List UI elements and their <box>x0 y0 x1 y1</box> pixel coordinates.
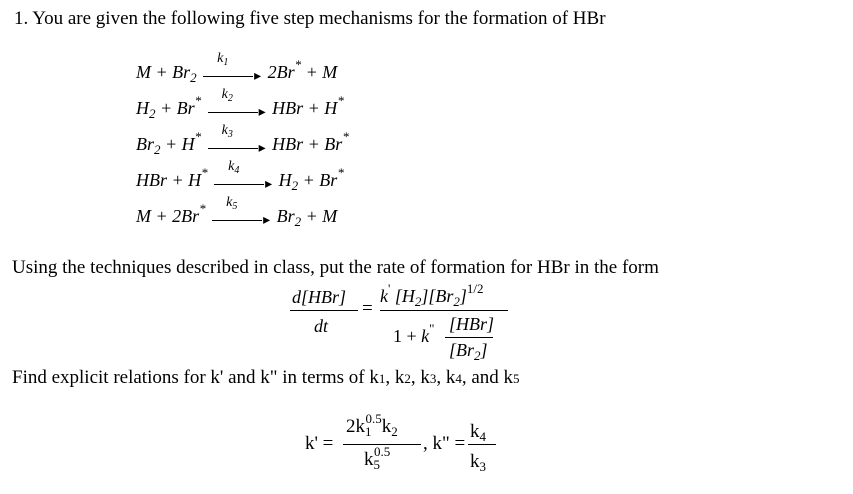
rate-rhs-denominator-prefix: 1 + k" <box>393 321 435 346</box>
rate-rhs-numerator: k' $[H_2][Br_2]^{1/2}$ <box>380 281 484 309</box>
question-text: 1. You are given the following five step mechanisms for the formation of HBr <box>14 8 606 29</box>
reaction-arrow: $k_1$ ▸ <box>203 63 261 83</box>
rate-equals: = <box>362 298 373 319</box>
kdouble-label: , k" = <box>423 433 466 454</box>
rate-inner-denominator: $[Br_2]$ <box>449 340 488 363</box>
instruction-text: Using the techniques described in class, put the rate of formation for HBr in the form <box>12 257 659 278</box>
reaction-2: $H_2 + Br^*$ $k_2$ ▸ HBr + H* <box>136 87 344 121</box>
rate-lhs-numerator: d[HBr] <box>292 287 347 307</box>
kprime-denominator: $k_5^{0.5}$ <box>364 444 391 472</box>
kprime-label: k' = <box>305 433 334 454</box>
reaction-arrow: $k_3$ ▸ <box>208 135 266 155</box>
kprime-numerator: $2k_1^{0.5}k_2$ <box>346 411 398 439</box>
rate-inner-numerator: [HBr] <box>449 314 495 334</box>
reaction-3: $Br_2 + H^*$ $k_3$ ▸ HBr + Br* <box>136 123 349 157</box>
reaction-5: M + 2Br* $k_5$ ▸ $Br_2 + M$ <box>136 195 338 229</box>
kdouble-numerator: $k_4$ <box>470 421 486 444</box>
kdouble-denominator: $k_3$ <box>470 451 486 474</box>
reaction-arrow: $k_2$ ▸ <box>208 99 266 119</box>
reaction-1: $M + Br_2$ $k_1$ ▸ 2Br* + M <box>136 51 338 85</box>
reaction-arrow: $k_5$ ▸ <box>212 207 270 227</box>
rate-lhs-denominator: dt <box>314 316 329 336</box>
find-text: Find explicit relations for k' and k" in terms of k1, k2, k3, k4, and k5 <box>12 367 520 388</box>
reaction-arrow: $k_4$ ▸ <box>214 171 272 191</box>
reaction-4: HBr + H* $k_4$ ▸ $H_2 + Br^*$ <box>136 159 344 193</box>
